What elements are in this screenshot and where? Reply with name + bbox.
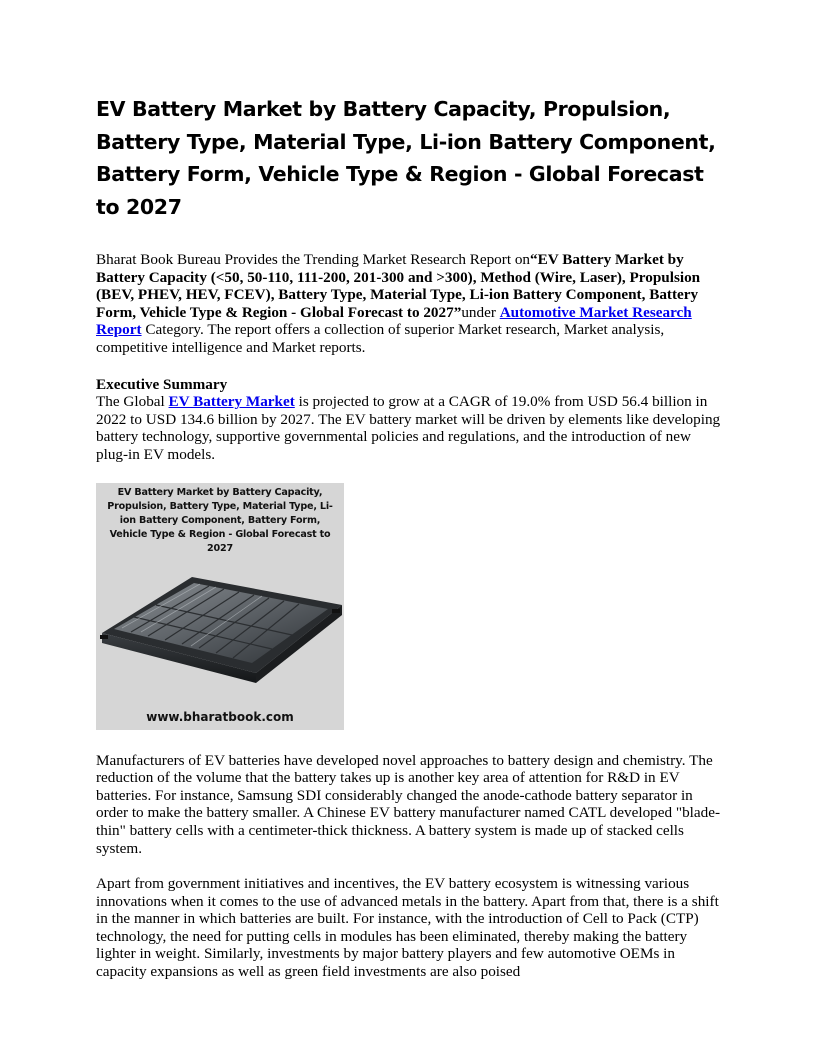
intro-tail: Category. The report offers a collection of superior Market research, Market analysis, competitive intelligence and Market reports.	[96, 321, 665, 356]
figure-website: www.bharatbook.com	[146, 709, 294, 724]
executive-summary-heading: Executive Summary	[96, 375, 228, 393]
summary-lead: The Global	[96, 393, 169, 411]
category-link[interactable]: Automotive Market Research Report	[96, 303, 692, 339]
page-title: EV Battery Market by Battery Capacity, Propulsion, Battery Type, Material Type, Li-ion Battery Component, Battery Form, Vehicle Type & Region - Global Forecast to 2027	[96, 97, 716, 219]
report-name: “EV Battery Market by Battery Capacity (<50, 50-110, 111-200, 201-300 and >300), Method (Wire, Laser), Propulsion (BEV, PHEV, HEV, FCEV), Battery Type, Material Type, Li-ion Battery Component, Battery Form, Vehicle Type & Region - Global Forecast to 2027”	[96, 251, 701, 321]
figure-title: EV Battery Market by Battery Capacity, Propulsion, Battery Type, Material Type, Li-ion Battery Component, Battery Form, Vehicle Type & Region - Global Forecast to 2027	[107, 486, 333, 555]
executive-summary	[96, 376, 722, 464]
market-link[interactable]: EV Battery Market	[168, 393, 295, 411]
battery-pack-illustration	[96, 543, 344, 693]
intro-paragraph	[96, 251, 722, 357]
summary-text: is projected to grow at a CAGR of 19.0% from USD 56.4 billion in 2022 to USD 134.6 billion by 2027. The EV battery market will be driven by elements like developing battery technology, supportive governmental policies and regulations, and the introduction of new plug-in EV models.	[96, 393, 721, 463]
document-page	[96, 93, 722, 981]
intro-lead: Bharat Book Bureau Provides the Trending Market Research Report on	[96, 251, 531, 268]
intro-under: under	[461, 303, 500, 321]
paragraph-2: Apart from government initiatives and incentives, the EV battery ecosystem is witnessing various innovations when it comes to the use of advanced metals in the battery. Apart from that, there is a shift in the manner in which batteries are built. For instance, with the introduction of Cell to Pack (CTP) technology, the need for putting cells in modules has been eliminated, thereby making the battery lighter in weight. Similarly, investments by major battery players and few automotive OEMs in capacity expansions as well as green field investments are also poised	[96, 875, 719, 981]
paragraph-1: Manufacturers of EV batteries have developed novel approaches to battery design and chemistry. The reduction of the volume that the battery takes up is another key area of attention for R&D in EV batteries. For instance, Samsung SDI considerably changed the anode-cathode battery separator in order to make the battery smaller. A Chinese EV battery manufacturer named CATL developed "blade-thin" battery cells with a centimeter-thick thickness. A battery system is made up of stacked cells system.	[96, 751, 721, 857]
report-cover-image	[96, 483, 344, 730]
